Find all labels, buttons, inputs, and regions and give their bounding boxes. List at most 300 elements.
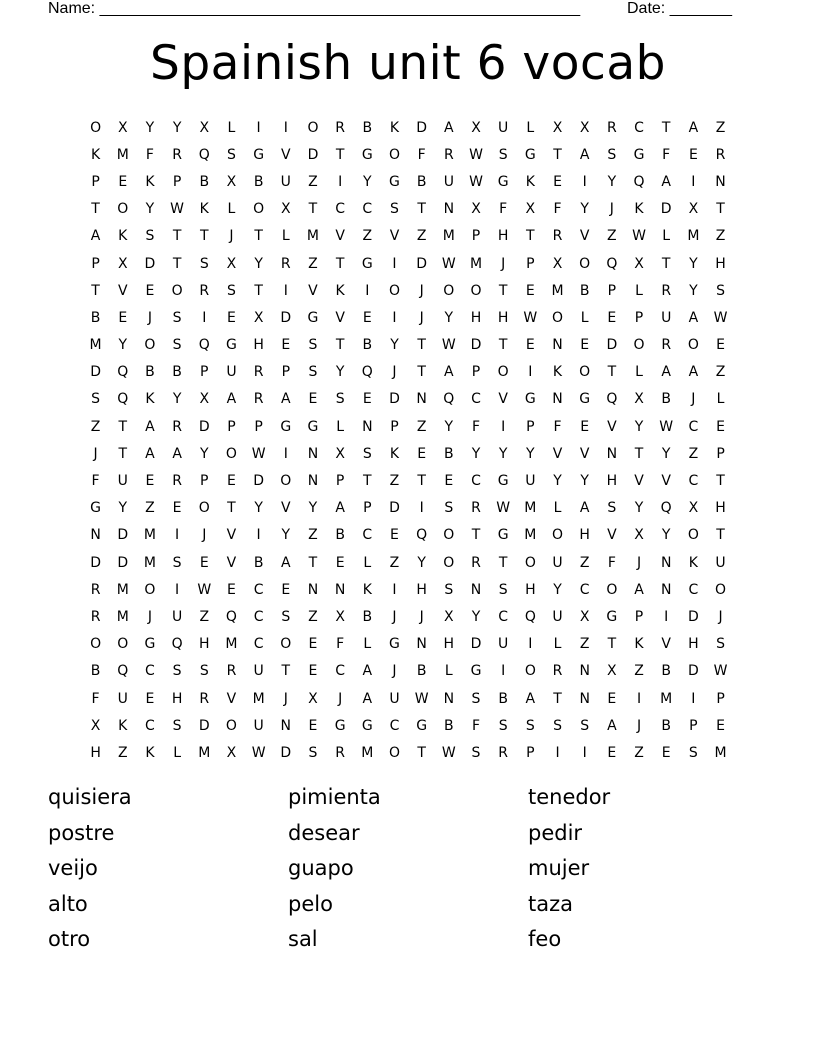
grid-letter: U: [117, 690, 128, 707]
grid-letter: E: [607, 744, 617, 761]
grid-letter: P: [335, 473, 345, 490]
word-list-item: desear: [288, 820, 360, 845]
grid-letter: C: [579, 581, 590, 598]
grid-letter: P: [471, 364, 481, 381]
grid-letter: F: [662, 146, 671, 163]
grid-letter: J: [338, 690, 343, 707]
grid-letter: M: [714, 744, 727, 761]
grid-letter: S: [362, 445, 372, 462]
grid-letter: S: [335, 391, 345, 408]
grid-letter: E: [281, 337, 291, 354]
grid-letter: Y: [118, 500, 128, 517]
grid-letter: T: [91, 282, 100, 299]
word-list-item: pelo: [288, 891, 333, 916]
grid-letter: F: [91, 690, 100, 707]
grid-letter: U: [715, 554, 726, 571]
grid-letter: I: [528, 364, 533, 381]
grid-letter: D: [416, 255, 428, 272]
grid-letter: X: [308, 690, 318, 707]
grid-letter: W: [469, 173, 483, 190]
grid-letter: T: [335, 146, 345, 163]
grid-letter: E: [335, 554, 345, 571]
grid-letter: W: [659, 418, 674, 435]
grid-letter: H: [579, 527, 590, 544]
grid-letter: W: [170, 201, 185, 218]
grid-letter: S: [227, 146, 236, 163]
grid-letter: I: [582, 173, 587, 190]
grid-letter: P: [91, 173, 100, 190]
grid-letter: Y: [390, 337, 399, 354]
grid-letter: N: [470, 581, 482, 598]
grid-letter: R: [172, 473, 182, 490]
grid-letter: E: [308, 663, 318, 680]
grid-letter: N: [579, 663, 590, 680]
grid-letter: Z: [308, 173, 318, 190]
grid-letter: B: [362, 119, 373, 136]
grid-letter: G: [470, 663, 482, 680]
grid-letter: Y: [417, 554, 426, 571]
grid-letter: F: [553, 418, 562, 435]
grid-letter: W: [496, 500, 511, 517]
grid-letter: B: [661, 717, 671, 734]
grid-letter: W: [197, 581, 212, 598]
grid-letter: O: [117, 636, 129, 653]
word-list-item: veijo: [48, 856, 98, 881]
grid-letter: T: [118, 418, 128, 435]
grid-letter: Y: [254, 500, 263, 517]
grid-letter: R: [226, 663, 237, 680]
grid-letter: S: [172, 309, 182, 326]
grid-row: [82, 712, 734, 739]
grid-letter: S: [607, 500, 617, 517]
grid-letter: N: [606, 445, 618, 462]
grid-letter: G: [389, 173, 400, 190]
grid-letter: I: [202, 309, 207, 326]
grid-letter: X: [280, 201, 291, 218]
grid-letter: A: [226, 391, 237, 408]
grid-letter: A: [362, 690, 373, 707]
grid-letter: P: [471, 228, 481, 245]
grid-letter: M: [361, 744, 374, 761]
grid-letter: A: [661, 364, 671, 381]
grid-letter: V: [281, 146, 291, 163]
grid-letter: L: [363, 636, 372, 653]
grid-letter: Y: [471, 445, 481, 462]
grid-letter: D: [253, 473, 264, 490]
grid-letter: N: [443, 201, 455, 218]
grid-letter: M: [143, 554, 156, 571]
worksheet-header: [48, 0, 768, 20]
grid-letter: W: [251, 744, 266, 761]
grid-letter: B: [145, 364, 155, 381]
grid-letter: S: [716, 282, 725, 299]
grid-letter: K: [335, 282, 345, 299]
grid-letter: G: [389, 636, 400, 653]
grid-letter: K: [634, 636, 644, 653]
grid-letter: M: [306, 228, 319, 245]
grid-letter: X: [525, 201, 536, 218]
grid-letter: I: [256, 527, 261, 544]
grid-letter: I: [283, 119, 288, 136]
grid-letter: N: [307, 581, 319, 598]
grid-letter: J: [392, 608, 397, 625]
grid-letter: B: [444, 445, 454, 462]
grid-letter: A: [362, 663, 373, 680]
grid-letter: X: [253, 309, 264, 326]
grid-letter: F: [145, 146, 154, 163]
grid-letter: Z: [416, 418, 427, 435]
grid-letter: J: [283, 690, 288, 707]
grid-letter: G: [280, 418, 292, 435]
grid-letter: B: [335, 527, 345, 544]
grid-letter: Y: [254, 255, 263, 272]
grid-letter: W: [414, 690, 429, 707]
grid-letter: S: [145, 228, 155, 245]
grid-letter: N: [307, 473, 319, 490]
grid-letter: R: [606, 119, 617, 136]
grid-letter: V: [281, 500, 291, 517]
grid-letter: L: [635, 282, 643, 299]
grid-letter: Y: [580, 473, 589, 490]
grid-letter: B: [90, 309, 101, 326]
grid-letter: T: [471, 527, 481, 544]
grid-letter: J: [419, 608, 424, 625]
grid-letter: O: [117, 201, 129, 218]
grid-letter: P: [281, 364, 291, 381]
grid-letter: O: [551, 309, 564, 326]
grid-letter: S: [498, 581, 508, 598]
grid-letter: W: [523, 309, 538, 326]
grid-letter: L: [227, 201, 236, 218]
grid-letter: T: [498, 554, 508, 571]
grid-letter: G: [497, 473, 509, 490]
grid-letter: D: [117, 527, 129, 544]
grid-letter: I: [175, 527, 180, 544]
grid-letter: K: [118, 717, 128, 734]
grid-letter: D: [144, 255, 156, 272]
grid-letter: H: [497, 228, 509, 245]
grid-letter: X: [335, 608, 345, 625]
grid-letter: D: [470, 636, 482, 653]
grid-letter: P: [716, 690, 725, 707]
grid-letter: W: [441, 255, 456, 272]
grid-letter: S: [199, 663, 209, 680]
word-search-grid: [82, 114, 734, 767]
grid-letter: X: [552, 119, 563, 136]
grid-letter: H: [715, 500, 726, 517]
grid-letter: E: [716, 717, 725, 734]
grid-letter: U: [253, 717, 264, 734]
grid-letter: S: [688, 744, 698, 761]
grid-letter: D: [660, 201, 672, 218]
grid-letter: R: [471, 554, 481, 571]
grid-letter: F: [91, 473, 100, 490]
grid-letter: T: [553, 146, 562, 163]
grid-row: [82, 495, 734, 522]
grid-letter: Y: [634, 500, 644, 517]
grid-letter: M: [143, 527, 156, 544]
grid-letter: B: [362, 608, 373, 625]
grid-letter: A: [281, 554, 291, 571]
grid-letter: Z: [579, 554, 590, 571]
grid-letter: X: [335, 445, 345, 462]
grid-letter: V: [226, 690, 237, 707]
grid-letter: K: [634, 201, 644, 218]
grid-letter: S: [390, 201, 399, 218]
grid-letter: M: [225, 636, 238, 653]
grid-letter: O: [606, 581, 618, 598]
grid-letter: Y: [145, 119, 155, 136]
grid-letter: Y: [118, 337, 128, 354]
grid-letter: K: [199, 201, 209, 218]
grid-letter: U: [443, 173, 454, 190]
grid-row: [82, 114, 734, 141]
grid-letter: B: [498, 690, 508, 707]
grid-letter: C: [634, 119, 644, 136]
grid-letter: X: [688, 201, 699, 218]
grid-letter: N: [280, 717, 292, 734]
word-list-column: [48, 780, 268, 958]
grid-letter: T: [417, 744, 426, 761]
grid-letter: L: [553, 500, 562, 517]
grid-letter: A: [90, 228, 101, 245]
grid-letter: K: [525, 173, 535, 190]
grid-letter: H: [606, 473, 618, 490]
grid-letter: Z: [117, 744, 128, 761]
grid-letter: W: [441, 744, 456, 761]
grid-letter: Z: [579, 636, 590, 653]
grid-letter: Y: [199, 445, 209, 462]
grid-letter: B: [172, 364, 182, 381]
grid-letter: C: [362, 527, 373, 544]
grid-letter: C: [335, 201, 346, 218]
grid-letter: D: [198, 717, 210, 734]
grid-letter: S: [172, 554, 182, 571]
grid-letter: V: [117, 282, 128, 299]
grid-letter: X: [471, 201, 481, 218]
grid-letter: I: [392, 309, 397, 326]
grid-letter: I: [175, 581, 180, 598]
grid-letter: Q: [198, 337, 210, 354]
grid-letter: E: [525, 282, 535, 299]
grid-letter: S: [471, 690, 481, 707]
grid-letter: O: [171, 282, 183, 299]
grid-letter: O: [388, 744, 400, 761]
grid-letter: C: [688, 418, 699, 435]
grid-letter: A: [688, 364, 699, 381]
grid-letter: L: [281, 228, 290, 245]
grid-letter: L: [635, 364, 643, 381]
grid-letter: Q: [361, 364, 373, 381]
grid-letter: D: [416, 119, 428, 136]
grid-letter: X: [579, 608, 590, 625]
grid-letter: O: [225, 445, 237, 462]
grid-letter: T: [661, 119, 671, 136]
grid-letter: X: [199, 391, 210, 408]
grid-letter: H: [525, 581, 536, 598]
grid-letter: H: [253, 337, 264, 354]
grid-letter: M: [116, 608, 129, 625]
grid-letter: J: [419, 309, 424, 326]
grid-letter: Y: [661, 445, 671, 462]
grid-row: [82, 467, 734, 494]
grid-letter: V: [226, 554, 237, 571]
grid-letter: S: [498, 146, 508, 163]
grid-letter: X: [226, 744, 237, 761]
grid-letter: Y: [363, 173, 372, 190]
grid-letter: C: [253, 636, 264, 653]
grid-letter: J: [229, 228, 234, 245]
grid-letter: H: [199, 636, 210, 653]
grid-letter: E: [417, 445, 427, 462]
grid-letter: Z: [715, 119, 726, 136]
grid-letter: T: [172, 228, 182, 245]
grid-letter: V: [226, 527, 237, 544]
grid-letter: I: [691, 690, 696, 707]
grid-letter: E: [308, 717, 318, 734]
grid-letter: X: [634, 391, 644, 408]
grid-letter: C: [389, 717, 400, 734]
grid-letter: J: [93, 445, 98, 462]
grid-letter: J: [636, 554, 642, 571]
grid-letter: G: [633, 146, 645, 163]
grid-letter: S: [91, 391, 101, 408]
grid-letter: O: [524, 554, 536, 571]
grid-letter: L: [336, 418, 345, 435]
grid-letter: L: [526, 119, 535, 136]
grid-letter: Y: [553, 473, 562, 490]
grid-letter: C: [145, 663, 155, 680]
grid-letter: E: [145, 473, 155, 490]
grid-row: [82, 413, 734, 440]
grid-letter: F: [607, 554, 616, 571]
grid-letter: J: [501, 255, 506, 272]
grid-letter: A: [444, 364, 454, 381]
grid-letter: I: [365, 282, 370, 299]
grid-letter: Q: [633, 173, 645, 190]
grid-letter: Y: [308, 500, 318, 517]
grid-letter: T: [335, 255, 345, 272]
grid-letter: Q: [443, 391, 455, 408]
grid-letter: R: [552, 228, 563, 245]
date-field-label: Date: _______: [627, 0, 732, 17]
grid-letter: S: [172, 717, 182, 734]
grid-letter: O: [280, 473, 292, 490]
grid-letter: B: [579, 282, 590, 299]
grid-letter: M: [469, 255, 483, 272]
grid-letter: T: [308, 554, 318, 571]
grid-letter: M: [551, 282, 564, 299]
grid-letter: M: [198, 744, 211, 761]
grid-letter: O: [388, 146, 400, 163]
grid-letter: T: [417, 201, 426, 218]
grid-letter: L: [553, 636, 562, 653]
grid-letter: M: [524, 500, 537, 517]
grid-letter: N: [90, 527, 101, 544]
grid-letter: Q: [117, 364, 129, 381]
grid-letter: Y: [689, 282, 698, 299]
grid-letter: C: [471, 473, 481, 490]
grid-letter: Z: [416, 228, 427, 245]
grid-letter: Z: [308, 255, 318, 272]
grid-letter: G: [307, 309, 319, 326]
grid-letter: K: [389, 445, 400, 462]
grid-letter: T: [335, 337, 345, 354]
grid-letter: H: [171, 690, 183, 707]
grid-letter: K: [362, 581, 372, 598]
grid-letter: U: [552, 554, 563, 571]
grid-letter: C: [362, 201, 373, 218]
grid-row: [82, 522, 734, 549]
grid-letter: E: [227, 309, 236, 326]
grid-letter: M: [116, 146, 129, 163]
grid-row: [82, 658, 734, 685]
grid-letter: E: [308, 636, 318, 653]
grid-letter: J: [147, 608, 152, 625]
word-list-item: pedir: [528, 820, 583, 845]
grid-letter: Y: [172, 391, 182, 408]
grid-letter: P: [227, 418, 236, 435]
grid-letter: Z: [308, 527, 318, 544]
grid-letter: T: [227, 500, 236, 517]
grid-letter: Q: [117, 663, 129, 680]
grid-letter: T: [417, 473, 426, 490]
grid-letter: C: [688, 581, 699, 598]
grid-letter: U: [552, 608, 563, 625]
grid-letter: S: [199, 255, 209, 272]
grid-letter: J: [609, 201, 614, 218]
grid-letter: E: [580, 337, 590, 354]
grid-letter: G: [579, 391, 591, 408]
grid-letter: G: [361, 146, 373, 163]
grid-letter: K: [118, 228, 128, 245]
grid-letter: A: [444, 119, 454, 136]
grid-letter: P: [716, 445, 725, 462]
grid-letter: H: [90, 744, 101, 761]
grid-letter: T: [661, 255, 671, 272]
grid-letter: B: [199, 173, 210, 190]
grid-letter: Y: [634, 418, 644, 435]
grid-letter: E: [227, 581, 236, 598]
grid-letter: J: [419, 282, 424, 299]
grid-letter: E: [580, 418, 590, 435]
grid-letter: Z: [389, 473, 400, 490]
grid-letter: Y: [281, 527, 291, 544]
grid-letter: V: [634, 473, 644, 490]
grid-letter: S: [716, 636, 725, 653]
grid-letter: U: [498, 119, 509, 136]
grid-letter: Z: [308, 608, 318, 625]
grid-letter: K: [145, 744, 155, 761]
grid-letter: R: [199, 282, 210, 299]
grid-letter: Y: [553, 581, 562, 598]
grid-letter: I: [691, 173, 696, 190]
grid-row: [82, 196, 734, 223]
grid-letter: V: [579, 445, 590, 462]
grid-letter: N: [660, 554, 672, 571]
grid-letter: T: [498, 337, 508, 354]
grid-letter: G: [361, 717, 373, 734]
grid-letter: S: [172, 663, 182, 680]
grid-letter: Q: [171, 636, 183, 653]
grid-letter: F: [499, 201, 508, 218]
grid-letter: Q: [198, 146, 210, 163]
grid-letter: D: [470, 337, 482, 354]
grid-letter: O: [497, 364, 509, 381]
grid-letter: R: [661, 337, 672, 354]
grid-letter: L: [580, 309, 589, 326]
grid-letter: D: [307, 146, 319, 163]
